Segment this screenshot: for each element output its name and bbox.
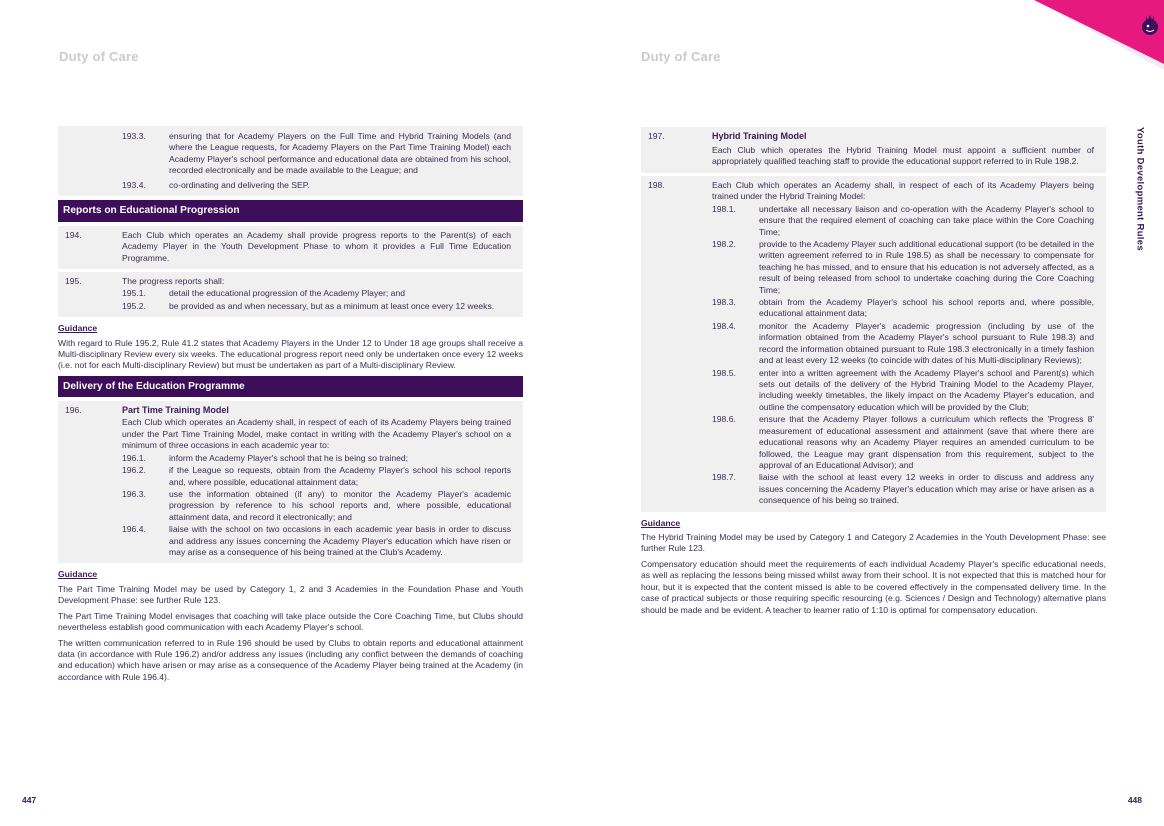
sub-rule: 193.4. co-ordinating and delivering the SEP. (122, 179, 310, 190)
section-heading-reports: Reports on Educational Progression (58, 200, 523, 222)
page-header-right: Duty of Care (641, 49, 721, 64)
guidance-heading: Guidance (641, 517, 681, 528)
rule-title: Part Time Training Model (122, 405, 229, 416)
sub-rule: 198.5. enter into a written agreement with the Academy Player's school and Parent(s) which sets out details of the delivery of the Hybrid Training Model to the Academy Player, including weekly timetables, the likely impact on the Academy Player's education, and outline the compensatory education which will be provided by the Club; (712, 367, 1094, 412)
sub-rule: 193.3. ensuring that for Academy Players on the Full Time and Hybrid Training Models (and where the League requests, for Academy Players on the Part Time Training Model) each Academy Player's school performance and educational data are obtained from his school, recorded electronically and be made available to the League; and (122, 131, 511, 176)
sub-rule: 198.4. monitor the Academy Player's academic progression (including by use of the information obtained from the Academy Player's school pursuant to Rule 198.3) and record the information obtained pursuant to Rule 198.3 electronically in a timely fashion and at least every 12 weeks (to coincide with dates of his Multi-disciplinary Reviews); (712, 320, 1094, 366)
rule-197: 197. Hybrid Training Model Each Club which operates the Hybrid Training Model must appoint a sufficient number of appropriately qualified teaching staff to provide the educational support referred to in Rule 198.2. (641, 127, 1106, 173)
guidance-paragraph: The written communication referred to in Rule 196 should be used by Clubs to obtain reports and educational attainment data (in accordance with Rule 196.2) and/or address any issues (including any conflict between the demands of coaching and education) which have arisen or may arise as a consequence of the Academy Player being trained at the Academy (in accordance with Rule 196.4). (58, 637, 523, 682)
sub-rule: 195.2. be provided as and when necessary, but as a minimum at least once every 12 weeks. (122, 300, 495, 311)
guidance-paragraph: Compensatory education should meet the requirements of each individual Academy Player's specific educational needs, as well as replacing the lessons being missed whilst away from their school. It is not expected that this is matched hour for hour, but it is expected that the content missed is able to be covered effectively in the compensated delivery time. In the case of practical subjects or those requiring specific resourcing (e.g. Sciences / Design and Technology) alternative plans should be made and be evident. A teacher to learner ratio of 1:10 is optimal for compensatory education. (641, 558, 1106, 615)
guidance-paragraph: The Hybrid Training Model may be used by Category 1 and Category 2 Academies in the Youth Development Phase: see further Rule 123. (641, 532, 1106, 554)
right-column (641, 127, 1106, 620)
sub-rule: 198.1. undertake all necessary liaison and co-operation with the Academy Player's school to ensure that the required element of coaching can take place within the Core Coaching Time; (712, 203, 1094, 237)
page-number-right: 448 (1127, 794, 1142, 805)
section-heading-delivery: Delivery of the Education Programme (58, 376, 523, 398)
guidance-paragraph: The Part Time Training Model may be used by Category 1, 2 and 3 Academies in the Foundation Phase and Youth Development Phase: see further Rule 123. (58, 583, 523, 606)
rule-195: 195. The progress reports shall: 195.1. detail the educational progression of the Academy Player; and 195.2. be provided as and when necessary, but as a minimum at least once every 12 weeks. (58, 272, 523, 317)
rule-196: 196. Part Time Training Model Each Club which operates an Academy shall, in respect of each of its Academy Players being trained under the Part Time Training Model, make contact in writing with the Academy Player's school on a minimum of three occasions in each academic year to: 196.1. inform the Academy Player's school that he is being so trained; 196.2. if the League so requests, obtain from the Academy Player's school his school reports and, where possible, educational attainment data; 196.3. use the information obtained (if any) to monitor the Academy Player's academic progression by reference to his school reports and, where possible, educational attainment data, and record it electronically; and 196.4. liaise with the school on two occasions in each academic year basis in order to discuss and address any issues concerning the Academy Player's education which have risen or may arise as a consequence of his being trained at the Club's Academy. (58, 401, 523, 563)
sub-rule: 196.4. liaise with the school on two occasions in each academic year basis in order to discuss and address any issues concerning the Academy Player's education which have risen or may arise as a consequence of his being trained at the Club's Academy. (122, 524, 511, 558)
rule-193-continued (58, 126, 523, 196)
guidance-heading: Guidance (58, 323, 98, 334)
guidance-paragraph: The Part Time Training Model envisages that coaching will take place outside the Core Coaching Time, but Clubs should nevertheless establish good communication with each Academy Player's school. (58, 610, 523, 633)
rule-194: 194. Each Club which operates an Academy shall provide progress reports to the Parent(s) of each Academy Player in the Youth Development Phase to whom it provides a Full Time Education Programme. (58, 226, 523, 269)
sub-rule: 196.3. use the information obtained (if any) to monitor the Academy Player's academic progression by reference to his school reports and, where possible, educational attainment data, and record it electronically; and (122, 488, 511, 522)
sub-rule: 196.1. inform the Academy Player's school that he is being so trained; (122, 452, 409, 463)
page-header-left: Duty of Care (59, 49, 139, 64)
sub-rule: 198.2. provide to the Academy Player such additional educational support (to be detailed in the written agreement referred to in Rule 198.5) as shall be necessary to compensate for teaching he has missed, and to ensure that his education is not adversely affected, as a result of being released from school to undertake coaching during the Core Coaching Time; (712, 238, 1094, 295)
corner-banner (1014, 0, 1164, 73)
sub-rule: 198.3. obtain from the Academy Player's school his school reports and, where possible, educational attainment data; (712, 297, 1094, 319)
page-number-left: 447 (22, 794, 37, 805)
guidance-text: With regard to Rule 195.2, Rule 41.2 states that Academy Players in the Under 12 to Under 18 age groups shall receive a Multi-disciplinary Review every six weeks. The educational progress report need only be undertaken once every 12 weeks (i.e. not for each Multi-disciplinary Review) but must be undertaken as part of a Multi-disciplinary Review. (58, 337, 523, 371)
guidance-heading: Guidance (58, 569, 98, 580)
rule-title: Hybrid Training Model (712, 131, 807, 141)
sub-rule: 195.1. detail the educational progression of the Academy Player; and (122, 288, 406, 299)
sub-rule: 198.6. ensure that the Academy Player follows a curriculum which reflects the 'Progress 8' measurement of educational assessment and attainment (save that where there are educational reasons why an Academy Player requires an amended curriculum to be followed, the League may grant dispensation from this requirement, subject to the approval of an Educational Advisor); and (712, 414, 1094, 470)
left-column (58, 126, 523, 687)
rule-198: 198. Each Club which operates an Academy shall, in respect of each of its Academy Players being trained under the Hybrid Training Model: 198.1. undertake all necessary liaison and co-operation with the Academy Player's school to ensure that the required element of coaching can take place within the Core Coaching Time; 198.2. provide to the Academy Player such additional educational support (to be detailed in the written agreement referred to in Rule 198.5) as shall be necessary to compensate for teaching he has missed, and to ensure that his education is not adversely affected, as a result of being released from school to undertake coaching during the Core Coaching Time; 198.3. obtain from the Academy Player's school his school reports and, where possible, educational attainment data; 198.4. monitor the Academy Player's academic progression (including by use of the information obtained from the Academy Player's school pursuant to Rule 198.3) and record the information obtained pursuant to Rule 198.3 electronically in a timely fashion and at least every 12 weeks (to coincide with dates of his Multi-disciplinary Reviews); 198.5. enter into a written agreement with the Academy Player's school and Parent(s) which sets out details of the delivery of the Hybrid Training Model to the Academy Player, including weekly timetables, the likely impact on the Academy Player's education, and outline the compensatory education which will be provided by the Club; 198.6. ensure that the Academy Player follows a curriculum which reflects the 'Progress 8' measurement of educational assessment and attainment (save that where there are educational reasons why an Academy Player requires an amended curriculum to be followed, the League may grant dispensation from this requirement, subject to the approval of an Educational Advisor); and 198.7. liaise with the school at least every 12 weeks in order to discuss and address any issues concerning the Academy Player's education which may arise or have arisen as a consequence of his being so trained. (641, 176, 1106, 512)
sub-rule: 198.7. liaise with the school at least every 12 weeks in order to discuss and address any issues concerning the Academy Player's education which may arise or have arisen as a consequence of his being so trained. (712, 472, 1094, 506)
side-section-label: Youth Development Rules (1134, 127, 1146, 251)
sub-rule: 196.2. if the League so requests, obtain from the Academy Player's school his school reports and, where possible, educational attainment data; (122, 465, 511, 487)
